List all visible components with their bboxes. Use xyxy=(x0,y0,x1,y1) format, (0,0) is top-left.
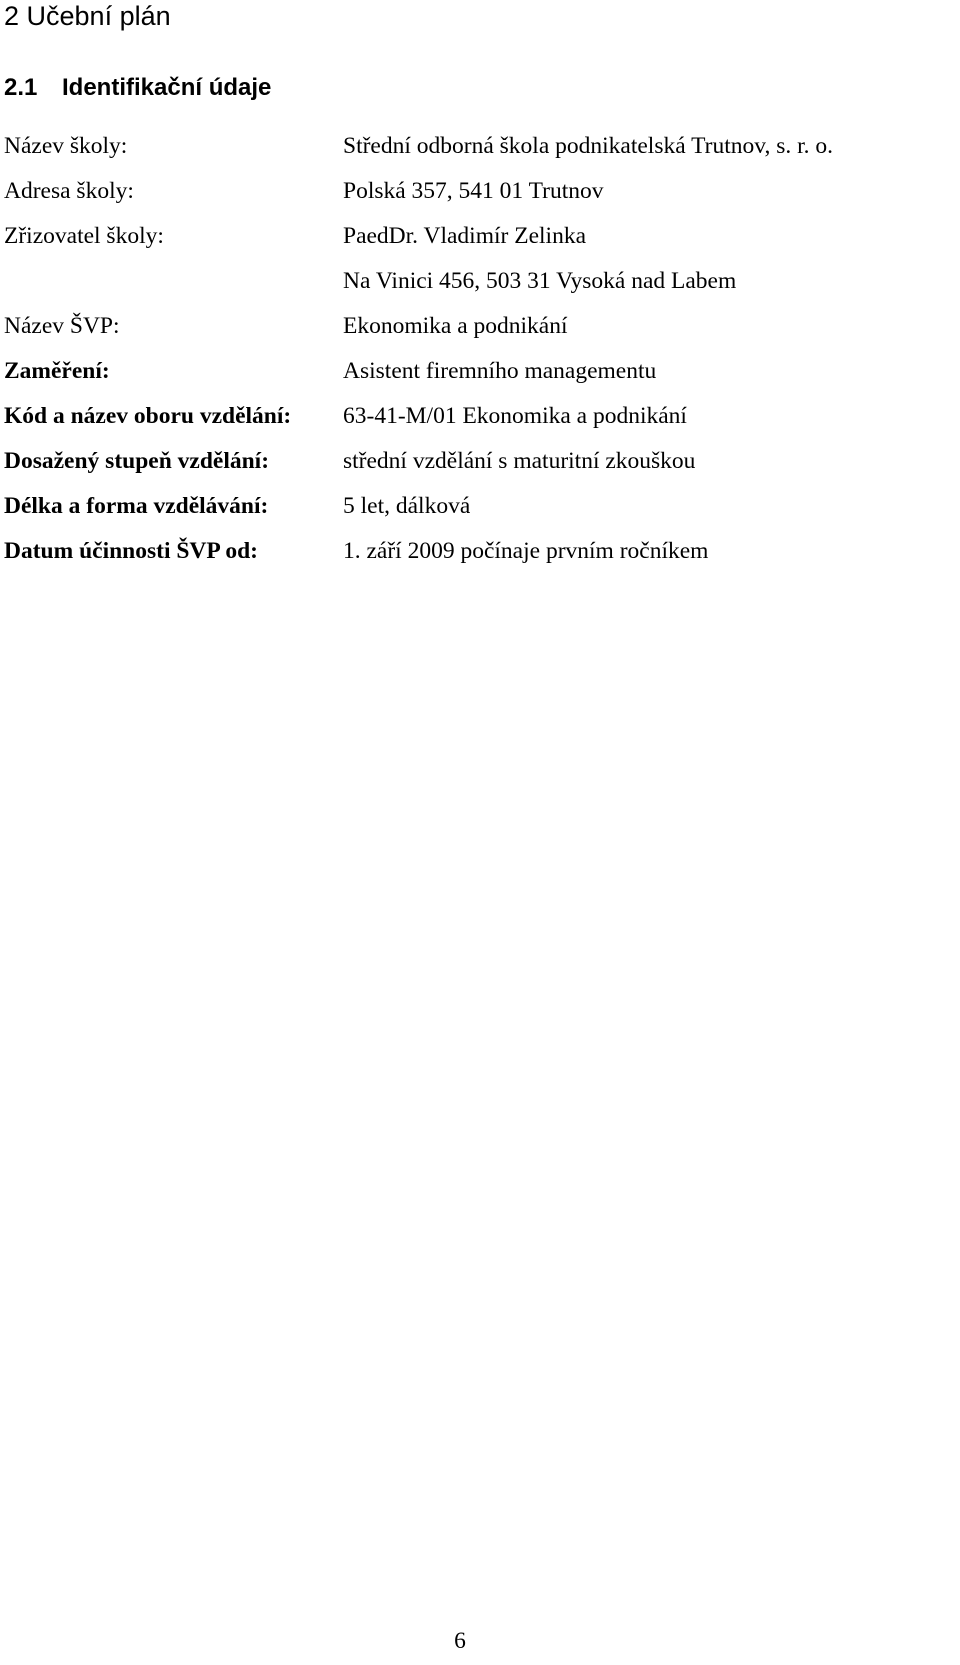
row-effective-date xyxy=(4,536,944,581)
row-education-level xyxy=(4,446,944,491)
row-value: 63-41-M/01 Ekonomika a podnikání xyxy=(343,403,687,429)
row-label: Kód a název oboru vzdělání: xyxy=(4,403,292,429)
row-label: Zaměření: xyxy=(4,358,110,384)
row-value: Polská 357, 541 01 Trutnov xyxy=(343,178,604,204)
row-school-address xyxy=(4,176,944,221)
row-label: Adresa školy: xyxy=(4,178,134,204)
row-value: Ekonomika a podnikání xyxy=(343,313,568,339)
row-value: 1. září 2009 počínaje prvním ročníkem xyxy=(343,538,709,564)
row-value: Střední odborná škola podnikatelská Trutnov, s. r. o. xyxy=(343,133,834,159)
section-title: Identifikační údaje xyxy=(62,74,272,101)
row-label: Zřizovatel školy: xyxy=(4,223,164,249)
row-value: PaedDr. Vladimír Zelinka xyxy=(343,223,586,249)
row-focus xyxy=(4,356,944,401)
chapter-heading: 2 Učební plán xyxy=(4,1,171,31)
section-heading xyxy=(4,74,271,102)
row-label: Datum účinnosti ŠVP od: xyxy=(4,538,258,564)
row-founder-address xyxy=(4,266,944,311)
page-number: 6 xyxy=(454,1628,466,1654)
row-founder xyxy=(4,221,944,266)
row-school-name xyxy=(4,131,944,176)
row-length-form xyxy=(4,491,944,536)
row-field-code xyxy=(4,401,944,446)
row-value: 5 let, dálková xyxy=(343,493,471,519)
identification-table xyxy=(4,131,944,581)
row-value: střední vzdělání s maturitní zkouškou xyxy=(343,448,696,474)
row-svp-name xyxy=(4,311,944,356)
row-value: Na Vinici 456, 503 31 Vysoká nad Labem xyxy=(343,268,737,294)
row-label: Délka a forma vzdělávání: xyxy=(4,493,269,519)
row-label: Dosažený stupeň vzdělání: xyxy=(4,448,270,474)
row-value: Asistent firemního managementu xyxy=(343,358,657,384)
row-label: Název ŠVP: xyxy=(4,313,120,339)
section-number: 2.1 xyxy=(4,74,38,101)
row-label: Název školy: xyxy=(4,133,128,159)
